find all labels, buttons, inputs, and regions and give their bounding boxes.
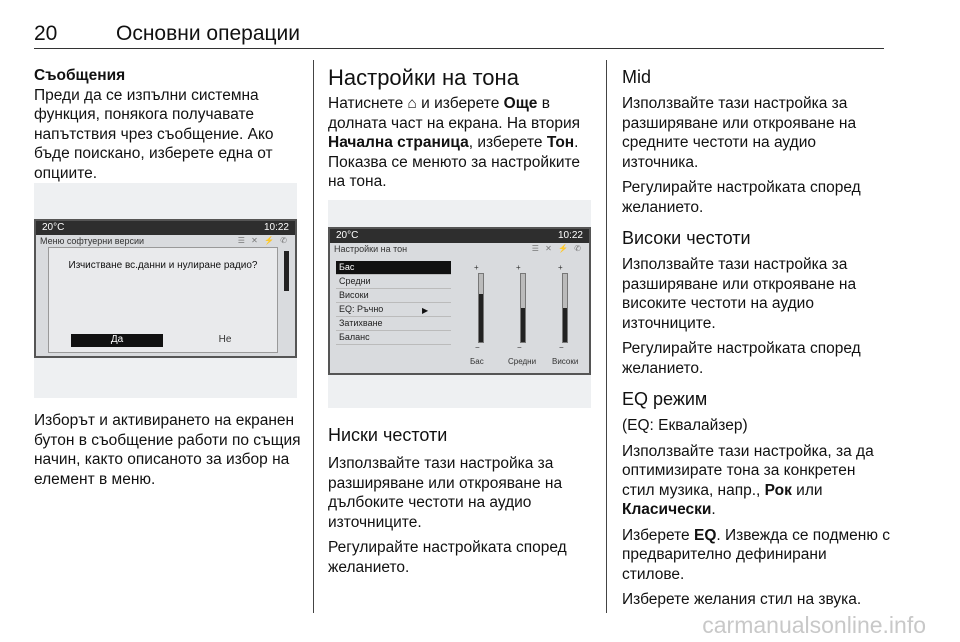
- menu-item[interactable]: Средни: [336, 275, 451, 289]
- paragraph: Използвайте тази настройка, за да оптимизирате тона за конкретен стил музика, напр., Рок или Класически.: [622, 442, 874, 518]
- paragraph: Изборът и активирането на екранен бутон в съобщение работи по същия начин, както описаното за избор на елемент в меню.: [34, 412, 301, 488]
- menu-item[interactable]: Бас: [336, 261, 451, 275]
- slider-label: Средни: [508, 357, 537, 366]
- screen-title: Меню софтуерни версии: [40, 236, 145, 246]
- column-divider: [313, 60, 314, 613]
- paragraph: Показва се менюто за настройките на тона.: [328, 153, 581, 190]
- plus-icon: +: [474, 263, 479, 272]
- page-number: 20: [34, 22, 58, 45]
- paragraph: Изберете EQ. Извежда се подменю с предварително дефинирани стилове.: [622, 526, 891, 583]
- plus-icon: +: [558, 263, 563, 272]
- clock: 10:22: [557, 230, 583, 241]
- paragraph: Използвайте тази настройка за разширяване или открояване на дълбоките честоти на аудио източниците.: [328, 455, 563, 531]
- menu-item[interactable]: Баланс: [336, 331, 451, 345]
- page-header: [34, 8, 884, 49]
- plus-icon: +: [516, 263, 521, 272]
- message-dialog: [48, 247, 278, 353]
- submenu-arrow-icon: ▶: [422, 306, 429, 315]
- display-screen: [328, 227, 591, 375]
- paragraph: Натиснете ⌂ и изберете Още в долната част на екрана. На втория Начална страница, изберете Тон.: [328, 95, 581, 151]
- bass-slider[interactable]: [478, 273, 484, 343]
- section-heading: Съобщения: [34, 67, 126, 84]
- home-icon: ⌂: [407, 95, 417, 112]
- subsection-heading: EQ режим: [622, 389, 708, 409]
- paragraph: Използвайте тази настройка за разширяване или открояване на средните честоти на аудио източника.: [622, 95, 857, 171]
- paragraph: Използвайте тази настройка за разширяване или открояване на високите честоти на аудио източниците.: [622, 256, 857, 332]
- minus-icon: −: [559, 343, 564, 352]
- subsection-heading: Високи честоти: [622, 228, 751, 248]
- minus-icon: −: [475, 343, 480, 352]
- subsection-heading: Ниски честоти: [328, 425, 448, 445]
- status-bar: [330, 229, 589, 243]
- status-icons: ☰ ✕ ⚡ ✆: [237, 236, 289, 245]
- column-2: [328, 66, 594, 192]
- column-divider: [606, 60, 607, 613]
- paragraph: Регулирайте настройката според желанието.: [622, 179, 861, 216]
- tone-screenshot: [328, 200, 591, 408]
- paragraph: Регулирайте настройката според желанието.: [622, 340, 861, 377]
- paragraph: Изберете желания стил на звука.: [622, 591, 862, 608]
- column-1-lower: [34, 411, 302, 489]
- message-screenshot: [34, 183, 297, 398]
- screen-title: Настройки на тон: [334, 244, 408, 254]
- yes-button[interactable]: Да: [71, 334, 163, 347]
- minus-icon: −: [517, 343, 522, 352]
- chapter-title: Основни операции: [116, 22, 301, 45]
- menu-item[interactable]: EQ: Ръчно: [336, 303, 451, 317]
- no-button[interactable]: Не: [218, 334, 232, 345]
- dialog-question: Изчистване вс.данни и нулиране радио?: [68, 260, 258, 271]
- slider-label: Бас: [470, 357, 484, 366]
- watermark: carmanualsonline.info: [702, 612, 926, 638]
- paragraph: Преди да се изпълни системна функция, понякога получавате напътствия чрез съобщение. Ако бъде поискано, изберете една от опциите.: [34, 86, 274, 182]
- column-2-lower: [328, 424, 594, 577]
- scrollbar[interactable]: [284, 251, 289, 291]
- status-bar: [36, 221, 295, 235]
- column-1: [34, 66, 302, 183]
- column-3: [622, 66, 890, 610]
- temperature: 20°C: [42, 222, 65, 233]
- display-screen: [34, 219, 297, 358]
- clock: 10:22: [263, 222, 289, 233]
- status-icons: ☰ ✕ ⚡ ✆: [531, 244, 583, 253]
- slider-label: Високи: [552, 357, 579, 366]
- paragraph: Регулирайте настройката според желанието.: [328, 539, 567, 576]
- subsection-heading: Mid: [622, 67, 652, 87]
- treble-slider[interactable]: [562, 273, 568, 343]
- menu-item[interactable]: Високи: [336, 289, 451, 303]
- mid-slider[interactable]: [520, 273, 526, 343]
- section-heading: Настройки на тона: [328, 65, 519, 90]
- menu-item[interactable]: Затихване: [336, 317, 451, 331]
- temperature: 20°C: [336, 230, 359, 241]
- paragraph: (EQ: Еквалайзер): [622, 417, 748, 434]
